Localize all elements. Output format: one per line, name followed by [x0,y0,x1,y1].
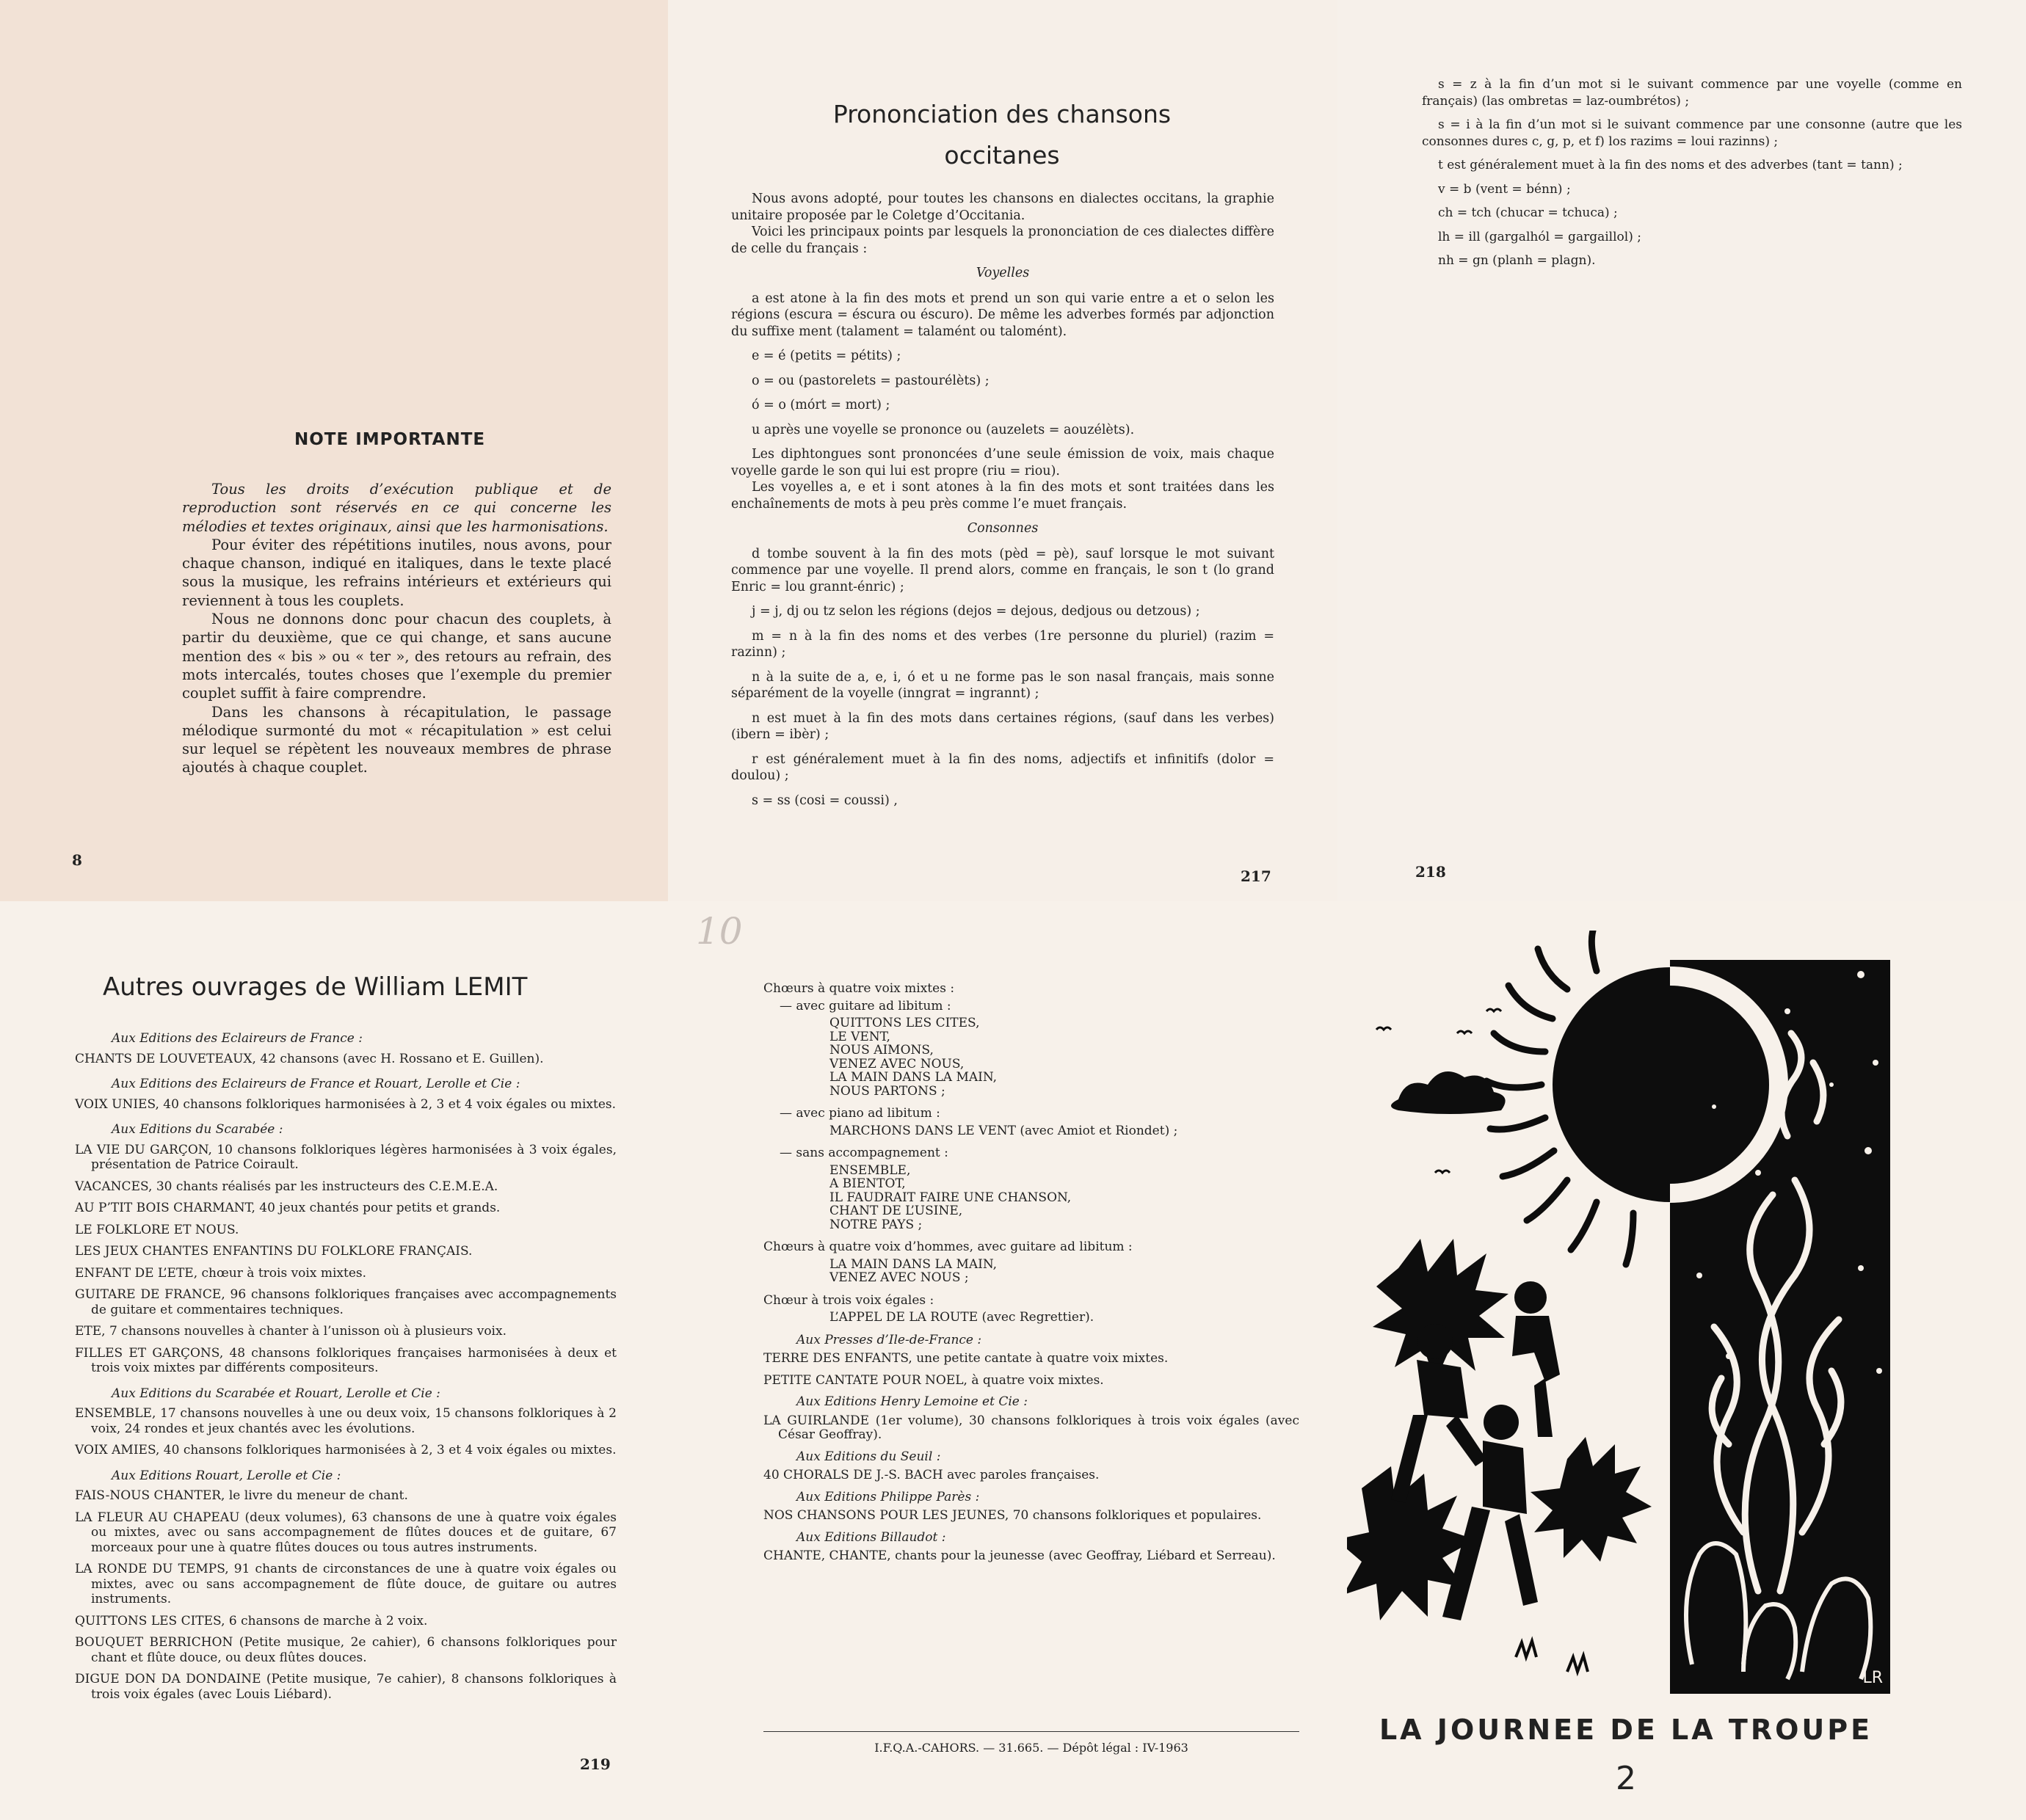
vowel-rule: o = ou (pastorelets = pastourélèts) ; [752,373,990,388]
work-entry: ETE, 7 chansons nouvelles à chanter à l’unisson où à plusieurs voix. [75,1324,506,1339]
choir-works [763,982,1299,1571]
vowel-rule: Les voyelles a, e et i sont atones à la fin des mots et sont traitées dans les enchaînements de mots à peu près comme l’e muet français. [731,480,1274,512]
choir-label: Chœurs à quatre voix d’hommes, avec guitare ad libitum : [763,1240,1133,1254]
grass [1516,1641,1588,1672]
publisher-heading: Aux Presses d’Ile-de-France : [796,1332,982,1347]
vowels-heading: Voyelles [976,266,1030,280]
work-entry: FAIS-NOUS CHANTER, le livre du meneur de chant. [75,1488,408,1503]
work-entry: ENFANT DE L’ETE, chœur à trois voix mixtes. [75,1265,367,1281]
consonant-rule: n est muet à la fin des mots dans certaines régions, (sauf dans les verbes) (ibern = ibèr) ; [731,710,1274,742]
publisher-heading: Aux Editions du Scarabée : [112,1122,283,1137]
campfire-illustration [1347,931,1905,1708]
work-entry: LA RONDE DU TEMPS, 91 chants de circonstances de une à quatre voix égales ou mixtes, avec ou sans accompagnement de flûte douce, de guitare ou autres instruments. [75,1562,617,1606]
work-entry: VOIX UNIES, 40 chansons folkloriques harmonisées à 2, 3 et 4 voix égales ou mixtes. [75,1096,617,1112]
vowel-rule: ó = o (mórt = mort) ; [752,398,890,412]
pronunciation-title [741,94,1263,176]
song-title: MARCHONS DANS LE VENT (avec Amiot et Riondet) ; [829,1123,1178,1138]
work-entry: NOS CHANSONS POUR LES JEUNES, 70 chansons folkloriques et populaires. [763,1508,1262,1523]
work-entry: VACANCES, 30 chants réalisés par les instructeurs des C.E.M.E.A. [75,1179,498,1194]
work-entry: PETITE CANTATE POUR NOEL, à quatre voix mixtes. [763,1372,1104,1388]
consonant-rule: nh = gn (planh = plagn). [1438,253,1596,268]
song-title: VENEZ AVEC NOUS, [829,1056,965,1071]
page-number: 218 [1415,863,1446,881]
song-list [763,1016,1299,1098]
page-number: 8 [72,851,82,869]
work-entry: AU P’TIT BOIS CHARMANT, 40 jeux chantés pour petits et grands. [75,1201,501,1215]
publisher-heading: Aux Editions des Eclaireurs de France : [112,1031,363,1046]
accompaniment-label: — sans accompagnement : [780,1146,948,1160]
song-title: L’APPEL DE LA ROUTE (avec Regrettier). [829,1310,1094,1325]
song-title: A BIENTOT, [829,1176,906,1191]
imprint: I.F.Q.A.-CAHORS. — 31.665. — Dépôt légal : IV-1963 [874,1741,1188,1755]
consonant-rule: s = z à la fin d’un mot si le suivant commence par une voyelle (comme en français) (las ombretas = laz-oumbrétos) ; [1422,77,1962,109]
consonant-rule: s = ss (cosi = coussi) , [752,793,898,808]
work-entry: LE FOLKLORE ET NOUS. [75,1222,239,1237]
song-title: VENEZ AVEC NOUS ; [829,1270,969,1285]
song-title: CHANT DE L’USINE, [829,1204,963,1218]
vowel-rule: u après une voyelle se prononce ou (auzelets = aouzélèts). [752,422,1135,437]
cover-title: LA JOURNEE DE LA TROUPE [1379,1714,1873,1746]
work-entry: TERRE DES ENFANTS, une petite cantate à quatre voix mixtes. [763,1351,1169,1366]
pronunciation-continued [1422,76,1962,277]
song-title: LA MAIN DANS LA MAIN, [829,1070,998,1085]
work-entry: 40 CHORALS DE J.-S. BACH avec paroles françaises. [763,1468,1100,1482]
imprint-rule [763,1731,1299,1732]
consonant-rule: t est généralement muet à la fin des noms et des adverbes (tant = tann) ; [1438,158,1903,172]
publisher-heading: Aux Editions du Scarabée et Rouart, Lerolle et Cie : [112,1386,440,1401]
work-entry: FILLES ET GARÇONS, 48 chansons folkloriques françaises harmonisées à deux et trois voix mixtes par différents compositeurs. [75,1345,617,1375]
other-works-title: Autres ouvrages de William LEMIT [103,972,528,1002]
song-list [763,1311,1299,1325]
publisher-heading: Aux Editions Rouart, Lerolle et Cie : [112,1468,341,1483]
issue-number: 2 [1616,1760,1636,1797]
works-list [75,1031,617,1708]
consonant-rule: ch = tch (chucar = tchuca) ; [1438,205,1618,220]
consonant-rule: r est généralement muet à la fin des noms, adjectifs et infinitifs (dolor = doulou) ; [731,751,1274,783]
consonant-rule: lh = ill (gargalhól = gargaillol) ; [1438,229,1641,244]
song-list [763,1124,1299,1138]
consonant-rule: j = j, dj ou tz selon les régions (dejos = dejous, dedjous ou detzous) ; [752,604,1200,619]
publisher-heading: Aux Editions Philippe Parès : [796,1489,980,1504]
note-paragraph: Pour éviter des répétitions inutiles, nous avons, pour chaque chanson, indiqué en italiques, dans le texte placé sous la musique, les refrains intérieurs et extérieurs qui reviennent à tous les couplets. [182,536,611,609]
note-title: NOTE IMPORTANTE [294,430,486,449]
publisher-heading: Aux Editions Billaudot : [796,1529,946,1545]
work-entry: LA GUIRLANDE (1er volume), 30 chansons folkloriques à trois voix égales (avec César Geoffray). [763,1413,1299,1442]
song-list [763,1164,1299,1232]
song-title: ENSEMBLE, [829,1162,911,1178]
consonant-rule: d tombe souvent à la fin des mots (pèd = pè), sauf lorsque le mot suivant commence par une voyelle. Il prend alors, comme en français, le son t (lo grand Enric = lou grannt-énric) ; [731,546,1274,594]
intro-paragraph: Voici les principaux points par lesquels la prononciation de ces dialectes diffère de celle du français : [731,225,1274,256]
note-paragraph: Nous ne donnons donc pour chacun des couplets, à partir du deuxième, que ce qui change, et sans aucune mention des « bis » ou « ter », des retours au refrain, des mots intercalés, toutes choses que l’exemple du premier couplet suffit à faire comprendre. [182,611,611,702]
publisher-heading: Aux Editions du Seuil : [796,1449,941,1464]
title-line: Prononciation des chansons [832,100,1172,128]
vowel-rule: a est atone à la fin des mots et prend un son qui varie entre a et o selon les régions (escura = éscura ou éscuro). De même les adverbes formés par adjonction du suffixe ment (talament = talamént ou talomént). [731,291,1274,339]
song-title: IL FAUDRAIT FAIRE UNE CHANSON, [829,1190,1072,1205]
consonants-heading: Consonnes [967,521,1039,536]
intro-paragraph: Nous avons adopté, pour toutes les chansons en dialectes occitans, la graphie unitaire proposée par le Coletge d’Occitania. [731,192,1274,223]
work-entry: DIGUE DON DA DONDAINE (Petite musique, 7e cahier), 8 chansons folkloriques à trois voix égales (avec Louis Liébard). [75,1672,617,1702]
cloud-icon [1391,1071,1506,1114]
choir-label: Chœurs à quatre voix mixtes : [763,981,955,996]
song-title: NOUS PARTONS ; [829,1083,945,1099]
work-entry: LA VIE DU GARÇON, 10 chansons folkloriques légères harmonisées à 3 voix égales, présentation de Patrice Coirault. [75,1142,617,1172]
page-number: 217 [1241,867,1271,885]
artist-monogram: LR [1862,1669,1883,1687]
vowel-rule: Les diphtongues sont prononcées d’une seule émission de voix, mais chaque voyelle garde le son qui lui est propre (riu = riou). [731,447,1274,478]
consonant-rule: n à la suite de a, e, i, ó et u ne forme pas le son nasal français, mais sonne séparément de la voyelle (inngrat = ingrannt) ; [731,669,1274,701]
consonant-rule: m = n à la fin des noms et des verbes (1re personne du pluriel) (razim = razinn) ; [731,628,1274,660]
song-title: NOTRE PAYS ; [829,1217,923,1232]
work-entry: LA FLEUR AU CHAPEAU (deux volumes), 63 chansons de une à quatre voix égales ou mixtes, avec ou sans accompagnement de flûtes douces et de guitare, 67 morceaux pour une à quatre flûtes douces ou tous autres instruments. [75,1510,617,1555]
note-body [182,480,611,777]
publisher-heading: Aux Editions Henry Lemoine et Cie : [796,1394,1028,1409]
publisher-heading: Aux Editions des Eclaireurs de France et Rouart, Lerolle et Cie : [112,1077,520,1091]
accompaniment-label: — avec guitare ad libitum : [780,998,951,1013]
vowel-rule: e = é (petits = pétits) ; [752,349,901,363]
consonant-rule: s = i à la fin d’un mot si le suivant commence par une consonne (autre que les consonnes dures c, g, p, et f) los razims = loui razinns) ; [1422,117,1962,149]
work-entry: CHANTS DE LOUVETEAUX, 42 chansons (avec H. Rossano et E. Guillen). [75,1051,544,1066]
page-number: 219 [580,1755,611,1773]
work-entry: CHANTE, CHANTE, chants pour la jeunesse (avec Geoffray, Liébard et Serreau). [763,1548,1276,1563]
consonant-rule: v = b (vent = bénn) ; [1438,181,1571,197]
pronunciation-body [731,191,1274,817]
work-entry: BOUQUET BERRICHON (Petite musique, 2e cahier), 6 chansons folkloriques pour chant et flûte douce, ou deux flûtes douces. [75,1635,617,1665]
note-paragraph: Tous les droits d’exécution publique et de reproduction sont réservés en ce qui concerne les mélodies et textes originaux, ainsi que les harmonisations. [182,481,611,535]
work-entry: LES JEUX CHANTES ENFANTINS DU FOLKLORE FRANÇAIS. [75,1244,473,1259]
song-title: LA MAIN DANS LA MAIN, [829,1256,998,1272]
choir-label: Chœur à trois voix égales : [763,1292,934,1308]
song-list [763,1258,1299,1285]
song-title: LE VENT, [829,1029,890,1044]
work-entry: QUITTONS LES CITES, 6 chansons de marche à 2 voix. [75,1613,428,1628]
pencil-annotation: 10 [696,910,743,953]
note-paragraph: Dans les chansons à récapitulation, le passage mélodique surmonté du mot « récapitulation » est celui sur lequel se répètent les nouveaux membres de phrase ajoutés à chaque couplet. [182,703,611,776]
work-entry: ENSEMBLE, 17 chansons nouvelles à une ou deux voix, 15 chansons folkloriques à 2 voix, 24 rondes et jeux chantés avec les évolutions. [75,1406,617,1436]
work-entry: GUITARE DE FRANCE, 96 chansons folkloriques françaises avec accompagnements de guitare et commentaires techniques. [75,1287,617,1317]
song-title: QUITTONS LES CITES, [829,1016,980,1030]
song-title: NOUS AIMONS, [829,1043,934,1058]
accompaniment-label: — avec piano ad libitum : [780,1106,940,1121]
title-line: occitanes [944,141,1060,170]
work-entry: VOIX AMIES, 40 chansons folkloriques harmonisées à 2, 3 et 4 voix égales ou mixtes. [75,1443,617,1457]
